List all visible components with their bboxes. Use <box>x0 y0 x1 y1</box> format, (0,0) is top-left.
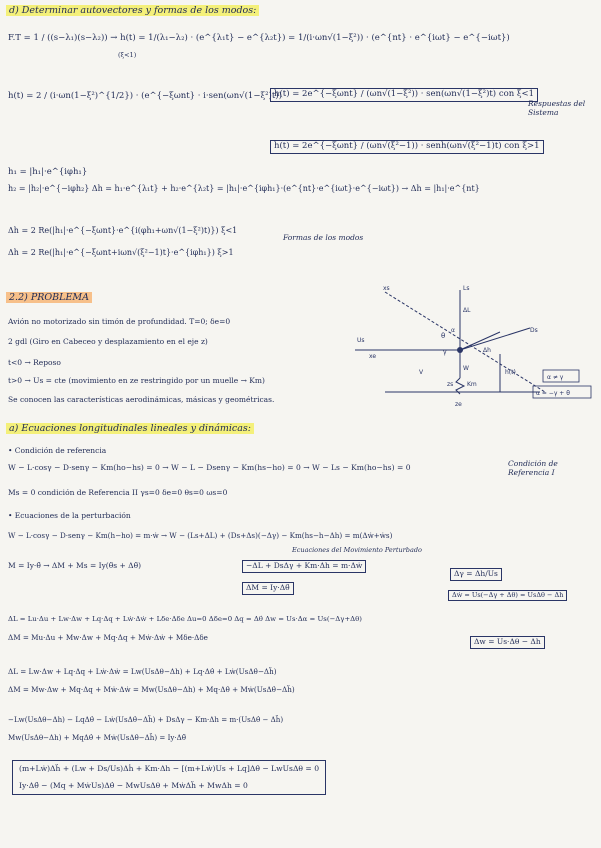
a-line-17: −Lw(UsΔθ−Δh) − LqΔθ̇ − Lẇ(UsΔθ̇−Δḧ) + DsΔγ − Km·Δh = m·(UsΔθ̇ − Δḧ) <box>8 715 284 724</box>
label-alpha: α <box>451 327 455 334</box>
boxed-eq-3: Δγ = Δh/Us <box>450 568 502 581</box>
perturbed-label: Ecuaciones del Movimiento Perturbado <box>292 546 422 554</box>
h1-polar: h₁ = |h₁|·e^{iφh₁} <box>8 167 88 177</box>
transfer-function: F.T = 1 / ((s−λ₁)(s−λ₂)) → h(t) = 1/(λ₁−λ₂) · (e^{λ₁t} − e^{λ₂t}) = 1/(i·ωn√(1−ξ²)) · (e^{nt} · e^{iωt} − e^{−iωt}) <box>8 33 510 43</box>
h2-polar: h₂ = |h₂|·e^{−iφh₂} Δh = h₁·e^{λ₁t} + h₂·e^{λ₂t} = |h₁|·e^{iφh₁}·(e^{nt}·e^{iωt}·e^{−iωt}) → Δh = |h₁|·e^{nt} <box>8 184 480 193</box>
respuestas-label: Respuestas del Sistema <box>528 99 586 117</box>
label-v: V <box>419 369 424 376</box>
label-zs: zs <box>447 381 454 388</box>
boxed-eq-1: −ΔL + DsΔγ + Km·Δh = m·Δẇ <box>242 560 366 573</box>
label-delta-l: ΔL <box>463 307 471 314</box>
problem-line-1: Avión no motorizado sin timón de profundidad. T=0; δe=0 <box>8 317 231 326</box>
problem-line-2: 2 gdl (Giro en Cabeceo y desplazamiento en el eje z) <box>8 337 208 346</box>
a-line-12: ΔL = Lu·Δu + Lw·Δw + Lq·Δq + Lẇ·Δẇ + Lδe·Δδe Δu=0 Δδe=0 Δq = Δθ̇ Δw = Us·Δα = Us(−Δγ+Δθ) <box>8 615 362 623</box>
aircraft-diagram <box>355 282 593 422</box>
formas-label: Formas de los modos <box>283 233 364 242</box>
problem-line-4: t>0 → Us = cte (movimiento en ze restringido por un muelle → Km) <box>8 376 265 385</box>
a-line-18: Mw(UsΔθ−Δh) + MqΔθ̇ + Mẇ(UsΔθ̇−Δḧ) = Iy·Δθ̈ <box>8 733 187 742</box>
label-alpha-relation: α = −γ + θ <box>536 390 570 397</box>
response-formula: h(t) = 2 / (i·ωn(1−ξ²)^{1/2}) · (e^{−ξωnt} · i·sen(ωn√(1−ξ²)t)) <box>8 91 282 101</box>
label-ls: Ls <box>463 285 470 292</box>
delta-h-underdamped: Δh = 2 Re(|h₁|·e^{−ξωnt}·e^{i(φh₁+ωn√(1−ξ²)t)}) ξ<1 <box>8 226 238 235</box>
problem-title: 2.2) PROBLEMA <box>6 293 92 304</box>
boxed-eq-5: Δw = Us·Δθ − Δh <box>470 636 545 649</box>
a-line-1: • Condición de referencia <box>8 446 107 455</box>
label-ds: Ds <box>530 327 538 334</box>
label-h-t: h(t) <box>505 369 516 376</box>
label-gamma: γ <box>443 349 447 356</box>
a-line-5: W − L·cosγ − D·senγ − Km(h−ho) = m·ẇ → W − (Ls+ΔL) + (Ds+Δs)(−Δγ) − Km(hs−h−Δh) = m(Δẇ+ẇs) <box>8 531 393 540</box>
final-eq-2: Iy·Δθ̈ − (Mq + MẇUs)Δθ̇ − MwUsΔθ + MẇΔḧ + MwΔh = 0 <box>19 780 248 790</box>
label-delta-h: Δh <box>483 347 491 354</box>
xi-condition: (ξ<1) <box>118 51 137 59</box>
a-line-3: Ms = 0 condición de Referencia II γs=0 δe=0 θs=0 ωs=0 <box>8 488 228 497</box>
final-eq-1: (m+Lẇ)Δḧ + (Lw + Ds/Us)Δḣ + Km·Δh − [(m+Lẇ)Us + Lq]Δθ̇ − LwUsΔθ = 0 <box>19 764 320 773</box>
aircraft-diagram-svg <box>355 282 593 422</box>
a-line-7: M = Iy·θ̈ → ΔM + Ms = Iy(θ̈s + Δθ̈) <box>8 561 142 570</box>
problem-line-3: t<0 → Reposo <box>8 358 61 367</box>
problem-line-5: Se conocen las características aerodinámicas, másicas y geométricas. <box>8 395 275 404</box>
a-line-15: ΔL = Lw·Δw + Lq·Δq + Lẇ·Δẇ = Lw(UsΔθ−Δh) + Lq·Δθ̇ + Lẇ(UsΔθ̇−Δḧ) <box>8 667 277 676</box>
a-line-16: ΔM = Mw·Δw + Mq·Δq + Mẇ·Δẇ = Mw(UsΔθ−Δh) + Mq·Δθ̇ + Mẇ(UsΔθ̇−Δḧ) <box>8 685 295 694</box>
delta-h-overdamped: Δh = 2 Re(|h₁|·e^{−ξωnt+iωn√(ξ²−1)t}·e^{iφh₁}) ξ>1 <box>8 248 234 257</box>
label-ze: ze <box>455 401 462 408</box>
a-line-13: ΔM = Mu·Δu + Mw·Δw + Mq·Δq + Mẇ·Δẇ + Mδe·Δδe <box>8 633 208 642</box>
response-underdamped: h(t) = 2e^{−ξωnt} / (ωn√(1−ξ²)) · sen(ωn√(1−ξ²)t) con ξ<1 <box>270 88 538 102</box>
final-equations-box <box>12 760 326 795</box>
section-a-title: a) Ecuaciones longitudinales lineales y dinámicas: <box>6 424 254 435</box>
label-theta: θ <box>441 332 446 340</box>
label-us: Us <box>357 337 365 344</box>
label-xe: xe <box>369 353 377 360</box>
label-xs: xs <box>383 285 390 292</box>
section-d-title: d) Determinar autovectores y formas de los modos: <box>6 6 259 17</box>
label-alpha-neq-gamma: α ≠ γ <box>547 374 564 381</box>
response-overdamped: h(t) = 2e^{−ξωnt} / (ωn√(ξ²−1)) · senh(ωn√(ξ²−1)t) con ξ>1 <box>270 140 544 154</box>
boxed-eq-2: ΔM = Iy·Δθ̈ <box>242 582 294 595</box>
a-line-2: W − L·cosγ − D·senγ − Km(ho−hs) = 0 → W − L − Dsenγ − Km(hs−ho) = 0 → W − Ls − Km(ho−hs) = 0 <box>8 463 411 472</box>
label-km: Km <box>467 381 477 388</box>
boxed-eq-4: Δẇ = Us(−Δγ + Δθ) = UsΔθ − Δh <box>448 590 567 601</box>
a-line-4: • Ecuaciones de la perturbación <box>8 511 131 520</box>
ref-condition-label: Condición de Referencia I <box>508 459 558 477</box>
label-w: W <box>463 365 469 372</box>
